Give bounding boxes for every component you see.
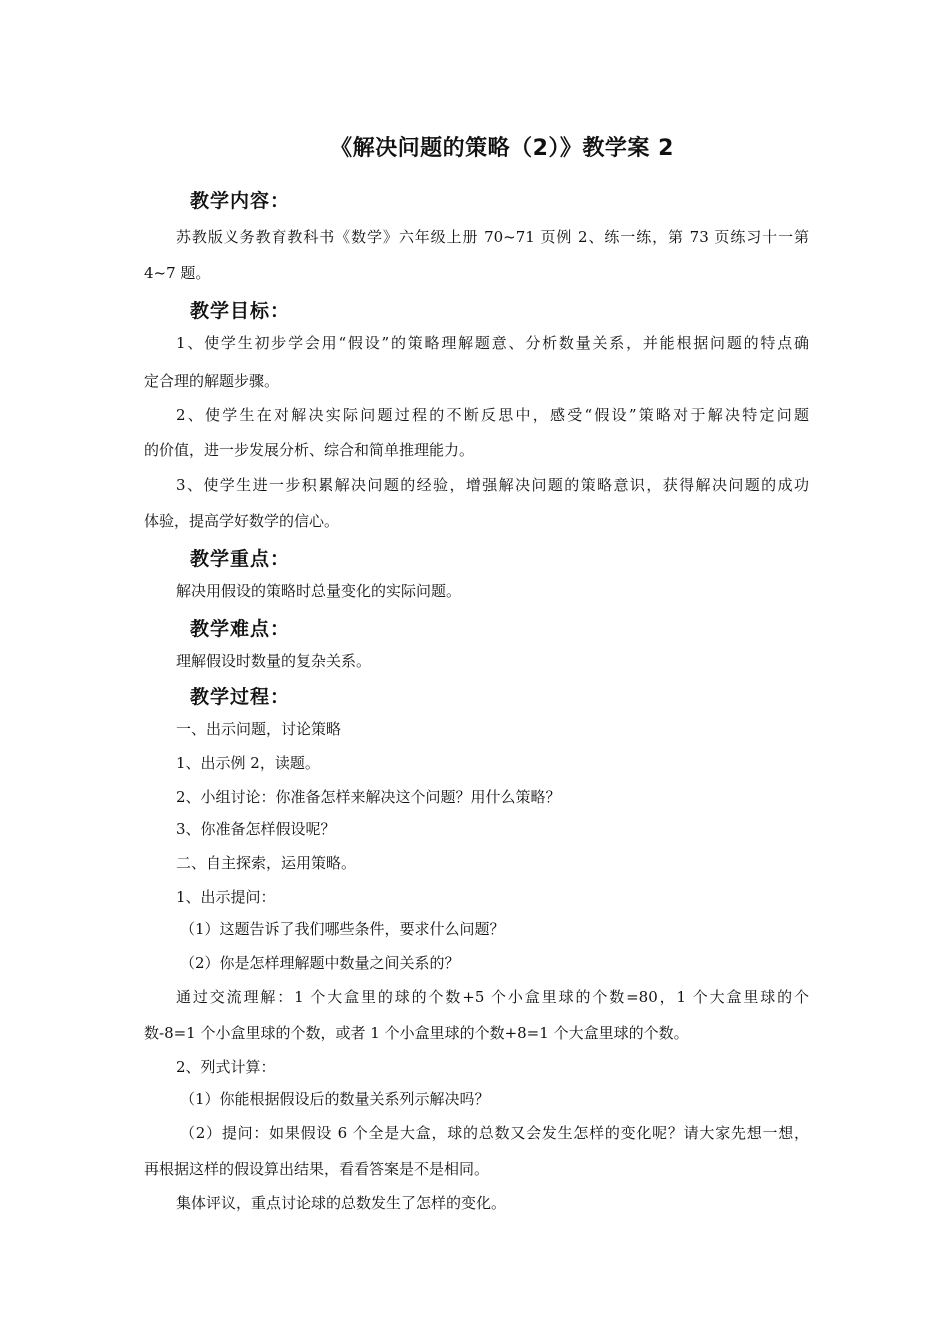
heading-teaching-content: 教学内容： [190,190,291,212]
paragraph-line: 数-8=1 个小盒里球的个数，或者 1 个小盒里球的个数+8=1 个大盒里球的个数。 [144,1024,689,1042]
paragraph-line: 体验，提高学好数学的信心。 [144,512,340,530]
paragraph-line: 理解假设时数量的复杂关系。 [176,652,372,670]
paragraph-line: 2、列式计算： [176,1058,276,1076]
paragraph-line: 1、出示例 2，读题。 [176,754,320,772]
paragraph-line: （2）你是怎样理解题中数量之间关系的？ [180,954,460,972]
paragraph-line: 1、使学生初步学会用“假设”的策略理解题意、分析数量关系，并能根据问题的特点确 [176,334,809,352]
heading-key-points: 教学重点： [190,548,291,570]
paragraph-line: 4~7 题。 [144,264,211,282]
paragraph-line: 1、出示提问： [176,888,276,906]
paragraph-line: （1）这题告诉了我们哪些条件，要求什么问题？ [180,920,505,938]
paragraph-line: 集体评议，重点讨论球的总数发生了怎样的变化。 [176,1194,507,1212]
paragraph-line: 的价值，进一步发展分析、综合和简单推理能力。 [144,441,475,459]
paragraph-line: （2）提问：如果假设 6 个全是大盒，球的总数又会发生怎样的变化呢？请大家先想一想， [180,1124,809,1142]
paragraph-line: 2、使学生在对解决实际问题过程的不断反思中，感受“假设”策略对于解决特定问题 [176,406,809,424]
paragraph-line: 二、自主探索，运用策略。 [176,854,357,872]
paragraph-line: 解决用假设的策略时总量变化的实际问题。 [176,582,462,600]
document-title: 《解决问题的策略（2）》教学案 2 [330,136,674,161]
paragraph-line: 定合理的解题步骤。 [144,372,280,390]
paragraph-line: 3、你准备怎样假设呢？ [176,820,336,838]
paragraph-line: 苏教版义务教育教科书《数学》六年级上册 70~71 页例 2、练一练，第 73 页练习十一第 [176,228,809,246]
paragraph-line: 再根据这样的假设算出结果，看看答案是不是相同。 [144,1160,490,1178]
paragraph-line: 通过交流理解：1 个大盒里的球的个数+5 个小盒里球的个数=80，1 个大盒里球的个 [176,988,809,1006]
heading-teaching-goals: 教学目标： [190,300,291,322]
paragraph-line: 2、小组讨论：你准备怎样来解决这个问题？用什么策略？ [176,788,561,806]
paragraph-line: 一、出示问题，讨论策略 [176,720,342,738]
paragraph-line: 3、使学生进一步积累解决问题的经验，增强解决问题的策略意识，获得解决问题的成功 [176,476,809,494]
heading-teaching-process: 教学过程： [190,686,291,708]
paragraph-line: （1）你能根据假设后的数量关系列示解决吗？ [180,1090,490,1108]
heading-difficulties: 教学难点： [190,618,291,640]
